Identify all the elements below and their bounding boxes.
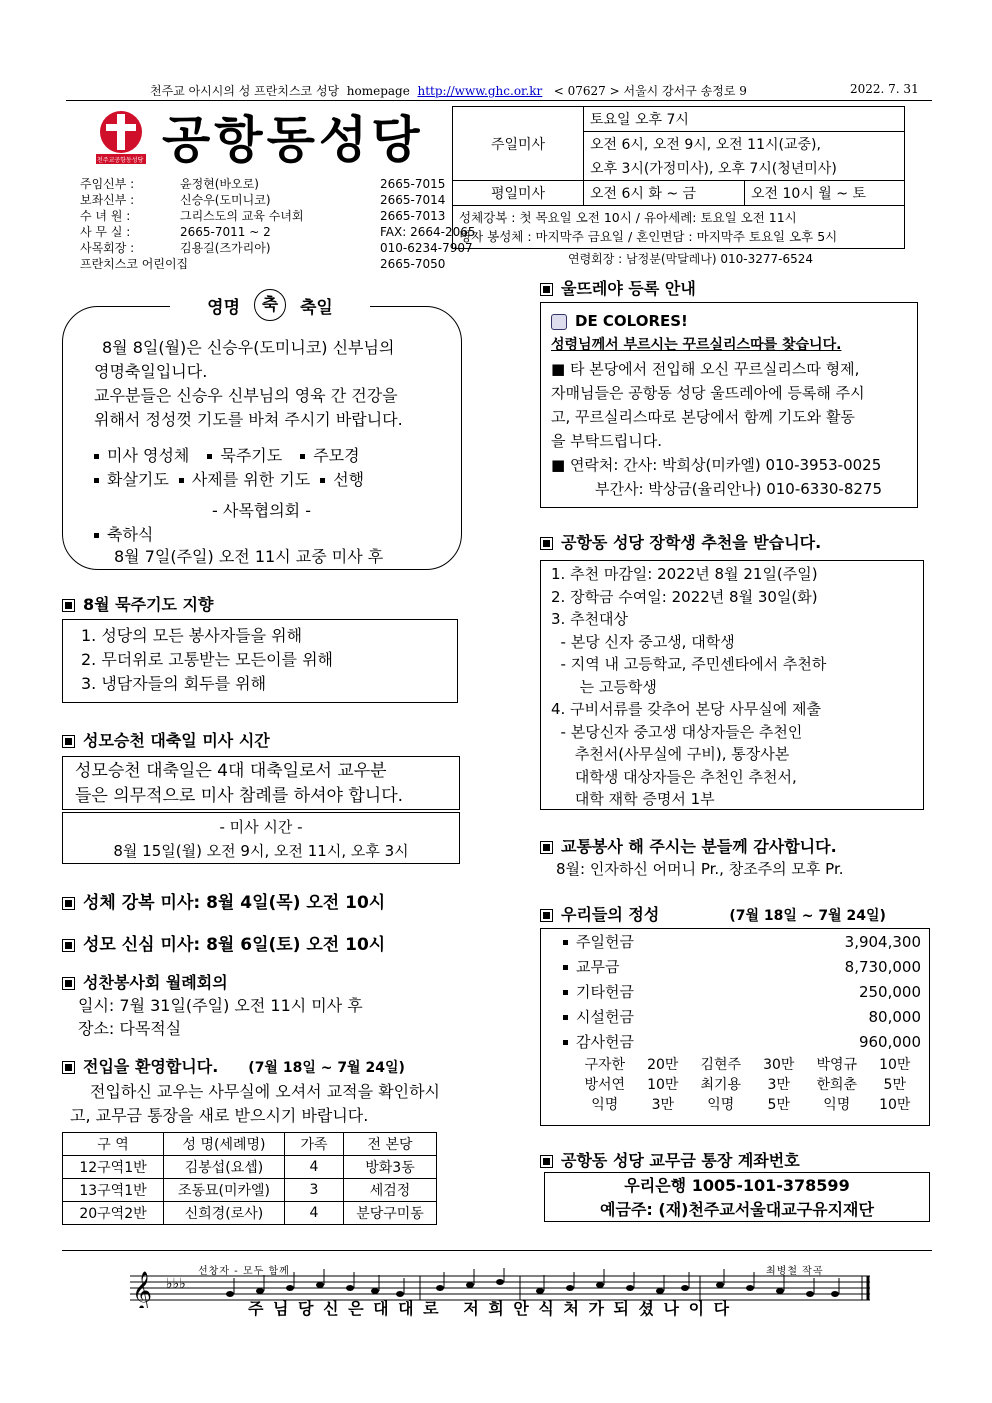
music-note xyxy=(256,1288,264,1294)
ultreya-contact-1: ■ 연락처: 간사: 박희상(미카엘) 010-3953-0025 xyxy=(551,456,882,474)
assumption-title: 성모승천 대축일 미사 시간 xyxy=(62,728,270,751)
offering-amount: 960,000 xyxy=(858,1032,921,1051)
offering-row xyxy=(563,1004,921,1029)
offering-label: 시설헌금 xyxy=(576,1008,634,1026)
traffic-title: 교통봉사 해 주시는 분들께 감사합니다. xyxy=(540,834,837,857)
table-row: 구자한 20만 김현주 30만 박영규 10만 xyxy=(584,1057,911,1073)
section-bullet-icon xyxy=(62,897,75,910)
footer-divider xyxy=(62,1250,932,1251)
ultreya-p4: 을 부탁드립니다. xyxy=(551,432,662,450)
benediction-baptism: 성체강복 : 첫 목요일 오전 10시 / 유아세례: 토요일 오전 11시 xyxy=(459,210,797,225)
account-holder: 예금주: (재)천주교서울대교구유지재단 xyxy=(600,1200,874,1219)
svg-text:♭♭♭: ♭♭♭ xyxy=(166,1276,186,1292)
offering-amount: 8,730,000 xyxy=(844,957,921,976)
choir-where: 장소: 다목적실 xyxy=(78,1019,182,1038)
prayer-item: 선행 xyxy=(320,468,364,492)
ultreya-p1: ■ 타 본당에서 전입해 오신 꾸르실리스따 형제, xyxy=(551,360,860,378)
section-bullet-icon xyxy=(62,735,75,748)
times-label: - 미사 시간 - xyxy=(219,818,303,836)
rosary-item: 3. 냉담자들의 회두를 위해 xyxy=(81,674,267,693)
offering-label: 주일헌금 xyxy=(576,933,634,951)
section-bullet-icon xyxy=(540,1155,553,1168)
ultreya-contact-2: 부간사: 박상금(율리안나) 010-6330-8275 xyxy=(595,480,882,498)
scholar-line: - 지역 내 고등학교, 주민센타에서 추천하 xyxy=(551,655,827,673)
staff-role: 사목회장 : xyxy=(80,241,135,255)
staff-name: 윤정현(바오로) xyxy=(180,177,259,191)
page-title: 공항동성당 xyxy=(162,111,424,169)
account-number: 우리은행 1005-101-378599 xyxy=(624,1176,850,1195)
account-title: 공항동 성당 교무금 통장 계좌번호 xyxy=(540,1148,800,1171)
staff-row xyxy=(80,192,490,208)
feast-p2: 영명축일입니다. xyxy=(94,362,208,381)
music-note xyxy=(681,1285,689,1291)
benediction-line: 성체 강복 미사: 8월 4일(목) 오전 10시 xyxy=(62,888,385,913)
newcomer-table xyxy=(62,1132,437,1225)
feast-p4: 위해서 정성껏 기도를 바쳐 주시기 바랍니다. xyxy=(94,410,403,429)
staff-row xyxy=(80,240,490,256)
music-note xyxy=(496,1279,504,1285)
music-note xyxy=(226,1291,234,1297)
offering-amount: 250,000 xyxy=(858,982,921,1001)
feast-prayers xyxy=(94,444,364,492)
svg-text:𝄞: 𝄞 xyxy=(132,1271,153,1308)
offering-row xyxy=(563,929,921,954)
offering-box xyxy=(540,928,930,1126)
rosary-box xyxy=(62,619,458,703)
staff-phone: 2665-7015 xyxy=(380,177,446,191)
prayer-item: 미사 영성체 xyxy=(94,444,189,468)
staff-role: 보좌신부 : xyxy=(80,193,135,207)
music-lyrics: 주 님 당 신 은 대 대 로 저 희 안 식 처 가 되 셨 나 이 다 xyxy=(248,1299,732,1318)
music-note xyxy=(656,1288,664,1294)
section-bullet-icon xyxy=(540,841,553,854)
table-row: 20구역2반 신희경(로사) 4 분당구미동 xyxy=(63,1202,437,1225)
table-row: 12구역1반 김봉섭(요셉) 4 방화3동 xyxy=(63,1156,437,1179)
music-note xyxy=(346,1285,354,1291)
sunday-saturday: 토요일 오후 7시 xyxy=(584,107,905,132)
assumption-p1: 성모승천 대축일은 4대 대축일로서 교우분 xyxy=(75,761,387,781)
scholar-box xyxy=(540,560,924,810)
union-chair: 연령회장 : 남정분(막달레나) 010-3277-6524 xyxy=(568,252,814,266)
ultreya-motto: 성령님께서 부르시는 꾸르실리스따를 찾습니다. xyxy=(551,337,842,353)
music-note xyxy=(371,1288,379,1294)
assumption-times-box xyxy=(62,812,460,864)
offering-label: 감사헌금 xyxy=(576,1033,634,1051)
feast-title-right: 축일 xyxy=(300,297,333,318)
assumption-p2: 들은 의무적으로 미사 참례를 하셔야 합니다. xyxy=(75,786,404,806)
staff-row xyxy=(80,208,490,224)
section-bullet-icon xyxy=(62,977,75,990)
feast-p3: 교우분들은 신승우 신부님의 영육 간 건강을 xyxy=(94,386,398,405)
feast-p1: 8월 8일(월)은 신승우(도미니코) 신부님의 xyxy=(102,338,395,357)
prayer-item: 사제를 위한 기도 xyxy=(179,468,310,492)
music-note xyxy=(536,1288,544,1294)
section-bullet-icon xyxy=(540,537,553,550)
scholar-line: - 본당신자 중고생 대상자들은 추천인 xyxy=(551,722,803,741)
prayer-item: 주모경 xyxy=(300,444,359,468)
ultreya-p2: 자매님들은 공항동 성당 울뜨레아에 등록해 주시 xyxy=(551,384,865,402)
staff-list xyxy=(80,176,490,272)
offering-title: 우리들의 정성 (7월 18일 ~ 7월 24일) xyxy=(540,902,886,925)
ultreya-p3: 고, 꾸르실리스따로 본당에서 함께 기도와 활동 xyxy=(551,408,855,426)
feast-body xyxy=(94,336,403,432)
feast-party xyxy=(94,524,383,568)
music-note xyxy=(596,1282,604,1288)
feast-title xyxy=(170,288,370,322)
choir-title: 성찬봉사회 월례회의 xyxy=(62,970,228,993)
header-line xyxy=(150,82,747,99)
music-note xyxy=(436,1285,444,1291)
table-row: 방서연 10만 최기용 3만 한희춘 5만 xyxy=(584,1077,906,1093)
scholar-line: 대학 재학 증명서 1부 xyxy=(551,790,715,808)
col-header: 전 본당 xyxy=(344,1133,437,1156)
col-header: 구 역 xyxy=(63,1133,164,1156)
staff-name: 김용길(즈가리아) xyxy=(180,241,271,255)
scholar-line: 는 고등학생 xyxy=(551,677,657,696)
col-header: 가족 xyxy=(285,1133,344,1156)
logo-caption: 천주교공항동성당 xyxy=(97,157,144,164)
feast-badge: 축 xyxy=(261,295,279,315)
devotion-line: 성모 신심 미사: 8월 6일(토) 오전 10시 xyxy=(62,930,385,955)
staff-phone: FAX: 2664-2065 xyxy=(380,225,476,239)
staff-role: 주임신부 : xyxy=(80,177,135,191)
staff-name: 2665-7011 ~ 2 xyxy=(180,225,271,239)
staff-phone: 2665-7050 xyxy=(380,257,446,271)
homepage-link[interactable]: http://www.ghc.or.kr xyxy=(417,84,543,98)
prayer-item: 화살기도 xyxy=(94,468,169,492)
scholar-line: 대학생 대상자들은 추천인 추천서, xyxy=(551,767,797,786)
staff-role: 사 무 실 : xyxy=(80,225,131,239)
welcome-period: (7월 18일 ~ 7월 24일) xyxy=(248,1060,405,1076)
section-bullet-icon xyxy=(540,909,553,922)
sunday-mass-label: 주일미사 xyxy=(453,107,584,181)
music-note xyxy=(316,1282,324,1288)
welcome-p2: 고, 교무금 통장을 새로 받으시기 바랍니다. xyxy=(70,1106,369,1125)
scholar-line: 1. 추천 마감일: 2022년 8월 21일(주일) xyxy=(551,565,818,583)
col-header: 성 명(세례명) xyxy=(164,1133,285,1156)
staff-row xyxy=(80,256,490,272)
sunday-times-2: 오후 3시(가정미사), 오후 7시(청년미사) xyxy=(584,156,905,181)
sick-marriage: 병자 봉성체 : 마지막주 금요일 / 혼인면담 : 마지막주 토요일 오후 5시 xyxy=(459,229,838,244)
section-bullet-icon xyxy=(540,283,553,296)
staff-row xyxy=(80,224,490,240)
ultreya-box xyxy=(540,302,918,508)
wreath-icon xyxy=(254,289,286,321)
assumption-box xyxy=(62,756,460,810)
party-time: 8월 7일(주일) 오전 11시 교중 미사 후 xyxy=(114,547,384,566)
feast-title-left: 영명 xyxy=(207,297,240,318)
account-box xyxy=(544,1172,930,1222)
section-bullet-icon xyxy=(62,1061,75,1074)
staff-phone: 010-6234-7907 xyxy=(380,241,473,255)
rosary-item: 1. 성당의 모든 봉사자들을 위해 xyxy=(81,626,303,645)
weekday-times-1: 오전 6시 화 ~ 금 xyxy=(584,181,745,206)
party-label: 축하식 xyxy=(107,525,154,544)
scholar-line: 2. 장학금 수여일: 2022년 8월 30일(화) xyxy=(551,587,818,606)
music-note xyxy=(806,1291,814,1297)
welcome-title: 전입을 환영합니다. (7월 18일 ~ 7월 24일) xyxy=(62,1054,405,1077)
weekday-times-2: 오전 10시 월 ~ 토 xyxy=(745,181,905,206)
prayer-item: 묵주기도 xyxy=(207,444,282,468)
section-bullet-icon xyxy=(62,939,75,952)
staff-phone: 2665-7014 xyxy=(380,193,446,207)
staff-role: 프란치스코 어린이집 xyxy=(80,257,189,271)
offering-amount: 3,904,300 xyxy=(844,932,921,951)
offering-list xyxy=(563,929,921,1054)
offering-row xyxy=(563,1029,921,1054)
section-bullet-icon xyxy=(62,599,75,612)
staff-name: 그리스도의 교육 수녀회 xyxy=(180,209,304,223)
music-composer: 최병철 작곡 xyxy=(766,1266,824,1277)
offering-period: (7월 18일 ~ 7월 24일) xyxy=(729,908,886,924)
music-note xyxy=(286,1285,294,1291)
staff-name: 신승우(도미니코) xyxy=(180,193,271,207)
address: < 07627 > 서울시 강서구 송정로 9 xyxy=(553,84,747,98)
scholar-line: - 본당 신자 중고생, 대학생 xyxy=(551,632,735,651)
music-note xyxy=(716,1282,724,1288)
welcome-p1: 전입하신 교우는 사무실에 오셔서 교적을 확인하시 xyxy=(90,1082,441,1101)
music-note xyxy=(466,1282,474,1288)
table-row: 13구역1반 조동묘(미카엘) 3 세검정 xyxy=(63,1179,437,1202)
offering-label: 기타헌금 xyxy=(576,983,634,1001)
cursillo-emblem-icon xyxy=(551,314,567,330)
offering-label: 교무금 xyxy=(576,958,620,976)
ultreya-title: 울뜨레야 등록 안내 xyxy=(540,276,696,299)
choir-when: 일시: 7월 31일(주일) 오전 11시 미사 후 xyxy=(78,996,363,1015)
offering-row xyxy=(563,954,921,979)
mass-schedule xyxy=(452,106,905,249)
scholar-line: 추천서(사무실에 구비), 통장사본 xyxy=(551,745,790,763)
music-note xyxy=(626,1285,634,1291)
music-note xyxy=(831,1291,839,1297)
issue-date: 2022. 7. 31 xyxy=(850,82,919,96)
traffic-line: 8월: 인자하신 어머니 Pr., 창조주의 모후 Pr. xyxy=(556,860,844,878)
table-row: 익명 3만 익명 5만 익명 10만 xyxy=(591,1097,911,1113)
rosary-title: 8월 묵주기도 지향 xyxy=(62,592,213,615)
staff-phone: 2665-7013 xyxy=(380,209,446,223)
scholar-title: 공항동 성당 장학생 추천을 받습니다. xyxy=(540,530,821,553)
church-logo-icon xyxy=(96,108,146,164)
times-value: 8월 15일(월) 오전 9시, 오전 11시, 오후 3시 xyxy=(113,842,409,860)
music-note xyxy=(746,1285,754,1291)
staff-role: 수 녀 원 : xyxy=(80,209,131,223)
welcome-body xyxy=(70,1080,440,1128)
rosary-item: 2. 무더위로 고통받는 모든이를 위해 xyxy=(81,650,333,669)
offering-row xyxy=(563,979,921,1004)
donor-table xyxy=(573,1054,921,1114)
homepage-label: homepage xyxy=(346,84,410,98)
weekday-mass-label: 평일미사 xyxy=(453,181,584,206)
council-sign: - 사목협의회 - xyxy=(212,501,311,520)
scholar-line: 4. 구비서류를 갖추어 본당 사무실에 제출 xyxy=(551,700,821,718)
staff-row xyxy=(80,176,490,192)
music-left-caption: 선창자 - 모두 함께 xyxy=(198,1266,290,1277)
offering-amount: 80,000 xyxy=(868,1007,921,1026)
sunday-times-1: 오전 6시, 오전 9시, 오전 11시(교중), xyxy=(584,132,905,157)
church-name: 천주교 아시시의 성 프란치스코 성당 xyxy=(150,84,340,98)
choir-body xyxy=(78,994,363,1040)
scholar-line: 3. 추천대상 xyxy=(551,610,629,628)
music-note xyxy=(566,1285,574,1291)
ultreya-brand: DE COLORES! xyxy=(575,312,688,330)
music-note xyxy=(776,1288,784,1294)
